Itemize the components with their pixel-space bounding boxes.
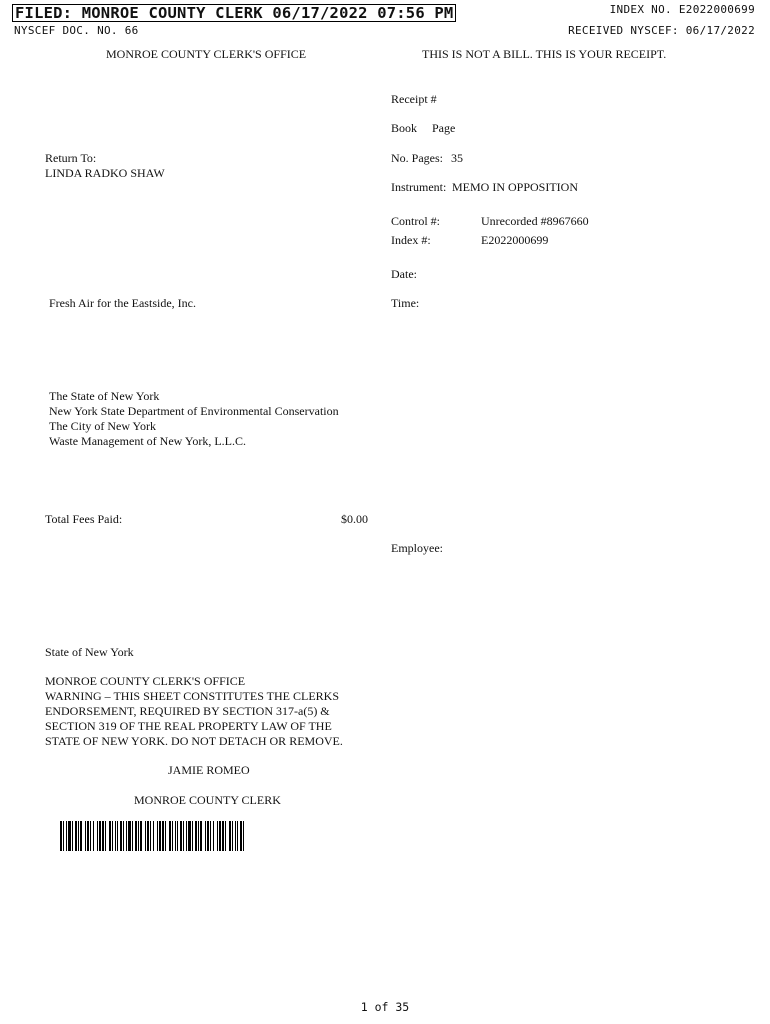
barcode-bar xyxy=(165,821,166,851)
return-to-name: LINDA RADKO SHAW xyxy=(45,166,165,180)
barcode-bar xyxy=(243,821,244,851)
barcode-bar xyxy=(109,821,111,851)
barcode-bar xyxy=(237,821,238,851)
receipt-notice: THIS IS NOT A BILL. THIS IS YOUR RECEIPT. xyxy=(422,47,667,61)
barcode-bar xyxy=(150,821,151,851)
barcode-bar xyxy=(78,821,79,851)
barcode-bar xyxy=(90,821,91,851)
filed-stamp: FILED: MONROE COUNTY CLERK 06/17/2022 07:56 PM xyxy=(12,4,456,22)
barcode-bar xyxy=(207,821,209,851)
pages-value: 35 xyxy=(451,151,463,165)
barcode-bar xyxy=(126,821,127,851)
barcode-bar xyxy=(153,821,154,851)
warning-line: SECTION 319 OF THE REAL PROPERTY LAW OF THE xyxy=(45,719,332,733)
warning-line: WARNING – THIS SHEET CONSTITUTES THE CLERKS xyxy=(45,689,340,703)
barcode-bar xyxy=(135,821,137,851)
barcode-bar xyxy=(112,821,113,851)
barcode-bar xyxy=(145,821,146,851)
barcode-bar xyxy=(235,821,236,851)
barcode-bar xyxy=(200,821,202,851)
defendant-item: The City of New York xyxy=(49,419,156,433)
barcode-bar xyxy=(66,821,67,851)
barcode-bar xyxy=(169,821,171,851)
barcode-bar xyxy=(147,821,149,851)
barcode-bar xyxy=(229,821,231,851)
total-fees-label: Total Fees Paid: xyxy=(45,512,123,526)
barcode-bar xyxy=(97,821,98,851)
barcode-bar xyxy=(219,821,221,851)
barcode-bar xyxy=(99,821,101,851)
office-title: MONROE COUNTY CLERK'S OFFICE xyxy=(106,47,307,61)
barcode-bar xyxy=(217,821,218,851)
barcode-bar xyxy=(225,821,226,851)
warning-line: STATE OF NEW YORK. DO NOT DETACH OR REMOVE. xyxy=(45,734,343,748)
defendant-item: New York State Department of Environmental Conservation xyxy=(49,404,339,418)
barcode-bar xyxy=(180,821,182,851)
barcode-bar xyxy=(195,821,197,851)
barcode-bar xyxy=(183,821,184,851)
received-date: RECEIVED NYSCEF: 06/17/2022 xyxy=(568,24,755,37)
barcode-bar xyxy=(60,821,62,851)
pages-label: No. Pages: xyxy=(391,151,443,165)
receipt-number-label: Receipt # xyxy=(391,92,437,106)
barcode-bar xyxy=(198,821,199,851)
defendants-list xyxy=(49,389,339,449)
barcode-bar xyxy=(68,821,71,851)
barcode-bar xyxy=(132,821,133,851)
clerk-name: JAMIE ROMEO xyxy=(168,763,250,777)
book-label: Book xyxy=(391,121,418,135)
clerk-title: MONROE COUNTY CLERK xyxy=(134,793,281,807)
barcode-bar xyxy=(123,821,124,851)
barcode-bar xyxy=(105,821,106,851)
barcode-bar xyxy=(177,821,178,851)
barcode-bar xyxy=(128,821,131,851)
barcode-bar xyxy=(72,821,73,851)
page-footer: 1 of 35 xyxy=(360,1000,410,1014)
date-label: Date: xyxy=(391,267,417,281)
barcode-bar xyxy=(63,821,64,851)
barcode-bar xyxy=(213,821,214,851)
index-number-header: INDEX NO. E2022000699 xyxy=(609,3,755,16)
time-label: Time: xyxy=(391,296,420,310)
warning-line: MONROE COUNTY CLERK'S OFFICE xyxy=(45,674,246,688)
barcode-bar xyxy=(162,821,164,851)
barcode-bar xyxy=(157,821,158,851)
barcode-bar xyxy=(115,821,116,851)
defendant-item: The State of New York xyxy=(49,389,160,403)
warning-block xyxy=(45,674,343,749)
warning-line: ENDORSEMENT, REQUIRED BY SECTION 317-a(5) & xyxy=(45,704,330,718)
barcode-bar xyxy=(210,821,211,851)
barcode-bar xyxy=(192,821,193,851)
barcode-bar xyxy=(232,821,233,851)
barcode-bar xyxy=(186,821,187,851)
barcode-bar xyxy=(87,821,89,851)
instrument-value: MEMO IN OPPOSITION xyxy=(452,180,579,194)
barcode-bar xyxy=(85,821,86,851)
barcode-bar xyxy=(222,821,224,851)
barcode-bar xyxy=(159,821,161,851)
state-name: State of New York xyxy=(45,645,134,659)
employee-label: Employee: xyxy=(391,541,443,555)
barcode-bar xyxy=(120,821,122,851)
defendant-item: Waste Management of New York, L.L.C. xyxy=(49,434,246,448)
total-fees-value: $0.00 xyxy=(341,512,368,526)
barcode-image xyxy=(60,821,244,851)
barcode-bar xyxy=(80,821,82,851)
index-value: E2022000699 xyxy=(481,233,549,247)
index-label: Index #: xyxy=(391,233,431,247)
barcode-bar xyxy=(75,821,77,851)
control-label: Control #: xyxy=(391,214,441,228)
nyscef-doc-number: NYSCEF DOC. NO. 66 xyxy=(14,24,139,37)
barcode-bar xyxy=(172,821,173,851)
barcode-bar xyxy=(140,821,142,851)
instrument-label: Instrument: xyxy=(391,180,447,194)
barcode-bar xyxy=(240,821,242,851)
barcode-bar xyxy=(175,821,176,851)
barcode-bar xyxy=(138,821,139,851)
control-value: Unrecorded #8967660 xyxy=(481,214,589,228)
plaintiff-name: Fresh Air for the Eastside, Inc. xyxy=(49,296,196,310)
barcode-bar xyxy=(205,821,206,851)
barcode-bar xyxy=(93,821,94,851)
return-to-label: Return To: xyxy=(45,151,97,165)
barcode-bar xyxy=(117,821,118,851)
barcode-bar xyxy=(188,821,191,851)
barcode-bar xyxy=(102,821,104,851)
page-label: Page xyxy=(432,121,456,135)
